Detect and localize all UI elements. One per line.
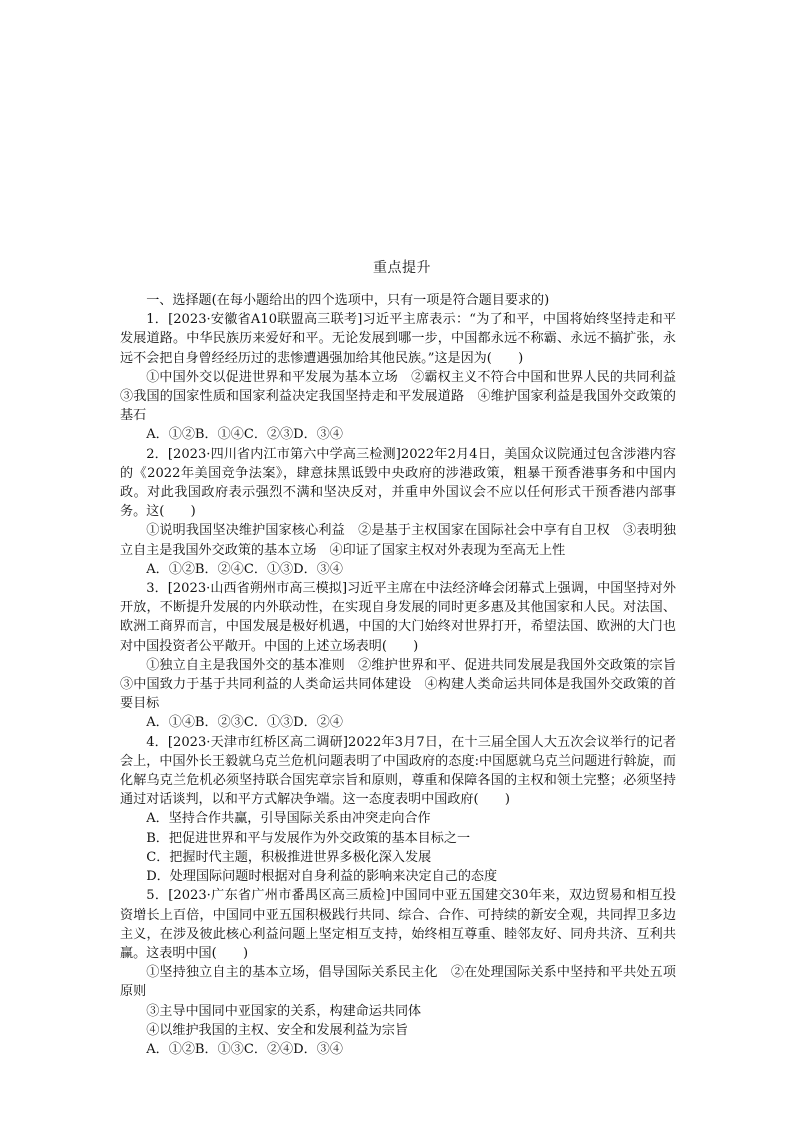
document-body (120, 258, 690, 1059)
question-stem: 2．[2023·四川省内江市第六中学高三检测]2022年2月4日，美国众议院通过包含涉港内容的《2022年美国竞争法案》，肆意抹黑诋毁中央政府的涉港政策，粗暴干预香港事务和中国内政。对此我国政府表示强烈不满和坚决反对，并重申外国议会不应以任何形式干预香港内部事务。这( ) (120, 446, 676, 520)
option-d: D．处理国际问题时根据对自身利益的影响来决定自己的态度 (146, 869, 498, 885)
question-statements: ①中国外交以促进世界和平发展为基本立场 ②霸权主义不符合中国和世界人民的共同利益 ③我国的国家性质和国家利益决定我国坚持走和平发展道路 ④维护国家利益是我国外交政策的基石 (120, 369, 690, 424)
question-stem: 4．[2023·天津市红桥区高二调研]2022年3月7日，在十三届全国人大五次会议举行的记者会上，中国外长王毅就乌克兰危机问题表明了中国政府的态度:中国愿就乌克兰问题进行斡旋，而化解乌克兰危机必须坚持联合国宪章宗旨和原则，尊重和保障各国的主权和领土完整；必须坚持通过对话谈判，以和平方式解决争端。这一态度表明中国政府( ) (120, 734, 676, 808)
question-stem: 1．[2023·安徽省A10联盟高三联考]习近平主席表示：“为了和平，中国将始终坚持走和平发展道路。中华民族历来爱好和平。无论发展到哪一步，中国都永远不称霸、永远不搞扩张，永远不会把自身曾经经历过的悲惨遭遇强加给其他民族。”这是因为( ) (120, 312, 676, 366)
answer-choices: A．①②B．②④C．①③D．③④ (146, 561, 343, 577)
option-c: C．把握时代主题，积极推进世界多极化深入发展 (146, 849, 432, 865)
question-3 (120, 579, 690, 733)
question-2 (120, 445, 676, 579)
option-b: B．把促进世界和平与发展作为外交政策的基本目标之一 (146, 830, 471, 846)
question-statement: ④以维护我国的主权、安全和发展利益为宗旨 (146, 1022, 409, 1038)
question-5 (120, 886, 676, 1059)
option-a: A．坚持合作共赢，引导国际关系由冲突走向合作 (146, 811, 431, 827)
question-4 (120, 733, 676, 887)
section-heading: 一、选择题(在每小题给出的四个选项中，只有一项是符合题目要求的) (146, 293, 550, 308)
answer-choices: A．①②B．①③C．②④D．③④ (146, 1041, 343, 1057)
question-statements: ①坚持独立自主的基本立场，倡导国际关系民主化 ②在处理国际关系中坚持和平共处五项原则 (120, 965, 676, 1000)
question-1 (120, 310, 690, 444)
question-stem: 3．[2023·山西省朔州市高三模拟]习近平主席在中法经济峰会闭幕式上强调，中国坚持对外开放，不断提升发展的内外联动性，在实现自身发展的同时更多惠及其他国家和人民。对法国、欧洲工商界而言，中国发展是极好机遇，中国的大门始终对世界打开，希望法国、欧洲的大门也对中国投资者公平敞开。中国的上述立场表明( ) (120, 581, 676, 654)
page-title: 重点提升 (373, 260, 431, 276)
answer-choices: A．①④B．②③C．①③D．②④ (146, 715, 343, 731)
question-statement: ③主导中国同中亚国家的关系，构建命运共同体 (146, 1003, 422, 1019)
question-statements: ①独立自主是我国外交的基本准则 ②维护世界和平、促进共同发展是我国外交政策的宗旨 ③中国致力于基于共同利益的人类命运共同体建设 ④构建人类命运共同体是我国外交政策的首要目标 (120, 657, 690, 712)
answer-choices: A．①②B．①④C．②③D．③④ (146, 427, 343, 443)
question-stem: 5．[2023·广东省广州市番禺区高三质检]中国同中亚五国建交30年来，双边贸易和相互投资增长上百倍，中国同中亚五国积极践行共同、综合、合作、可持续的新安全观，共同捍卫多边主义，在涉及彼此核心利益问题上坚定相互支持，始终相互尊重、睦邻友好、同舟共济、互利共赢。这表明中国( ) (120, 888, 676, 961)
question-statements: ①说明我国坚决维护国家核心利益 ②是基于主权国家在国际社会中享有自卫权 ③表明独立自主是我国外交政策的基本立场 ④印证了国家主权对外表现为至高无上性 (120, 523, 676, 558)
